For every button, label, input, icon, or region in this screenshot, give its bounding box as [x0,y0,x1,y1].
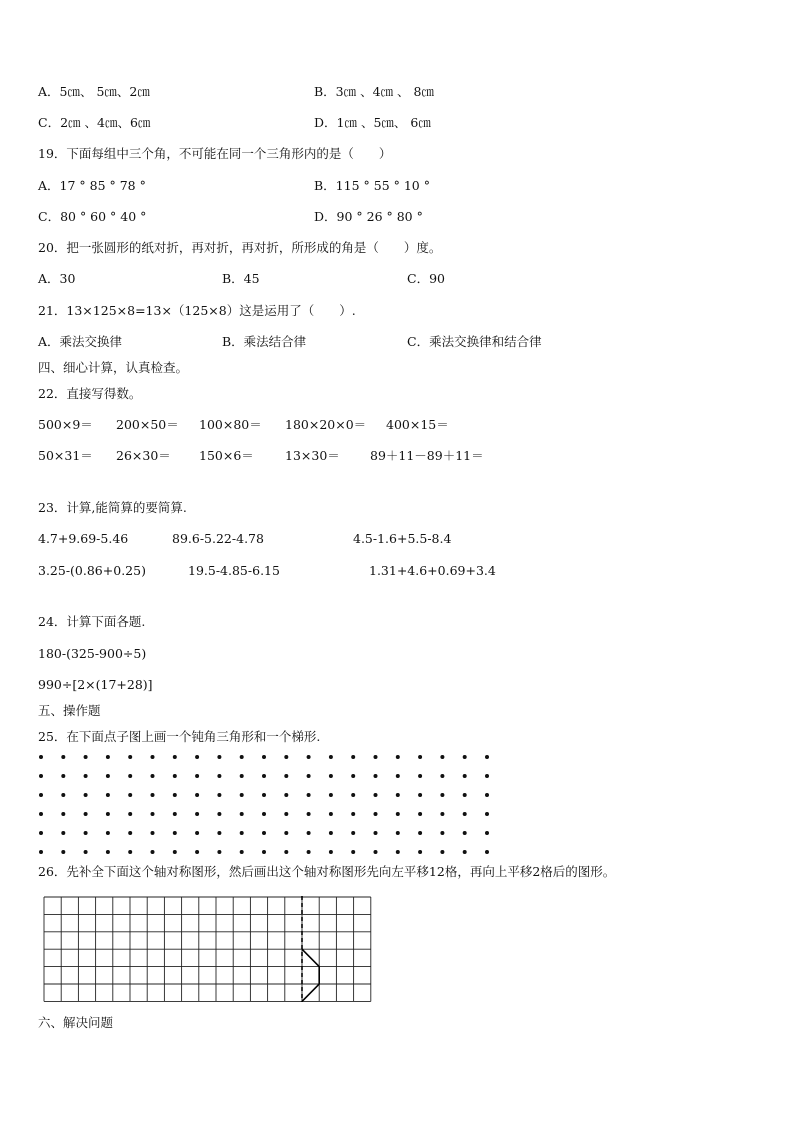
section-6-heading: 六、解决问题 [38,1015,114,1030]
grid-dot[interactable] [284,755,288,759]
grid-dot[interactable] [396,812,400,816]
q22-row2-item: 50×31＝ [38,448,93,463]
grid-dot[interactable] [463,793,467,797]
grid-dot[interactable] [151,755,155,759]
grid-dot[interactable] [284,812,288,816]
q19-option-c: C．80 ° 60 ° 40 ° [38,209,147,224]
grid-dot[interactable] [329,755,333,759]
grid-dot[interactable] [173,831,177,835]
grid-dot[interactable] [307,812,311,816]
grid-dot[interactable] [440,755,444,759]
grid-dot[interactable] [374,850,378,854]
q23-row1-item: 89.6-5.22-4.78 [172,531,264,546]
grid-dot[interactable] [440,812,444,816]
grid-dot[interactable] [262,774,266,778]
q23-row2-item: 19.5-4.85-6.15 [188,563,280,578]
q18-option-b: B．3㎝ 、4㎝ 、 8㎝ [314,84,434,99]
grid-dot[interactable] [151,774,155,778]
grid-dot[interactable] [106,850,110,854]
q23-stem: 23．计算,能简算的要简算. [38,500,187,515]
grid-dot[interactable] [39,793,43,797]
grid-dot[interactable] [151,831,155,835]
grid-dot[interactable] [485,831,489,835]
grid-dot[interactable] [61,831,65,835]
grid-dot[interactable] [307,793,311,797]
grid-dot[interactable] [485,755,489,759]
q21-option-c: C．乘法交换律和结合律 [407,334,542,349]
grid-dot[interactable] [351,793,355,797]
grid-dot[interactable] [173,793,177,797]
grid-dot[interactable] [173,850,177,854]
q21-option-b: B．乘法结合律 [222,334,307,349]
q23-row2-item: 1.31+4.6+0.69+3.4 [369,563,496,578]
grid-dot[interactable] [195,774,199,778]
section-4-heading: 四、细心计算，认真检查。 [38,360,189,375]
grid-dot[interactable] [329,831,333,835]
grid-dot[interactable] [217,774,221,778]
grid-dot[interactable] [84,850,88,854]
grid-dot[interactable] [440,850,444,854]
q23-row2-item: 3.25-(0.86+0.25) [38,563,146,578]
grid-dot[interactable] [463,850,467,854]
half-figure [302,949,319,1001]
grid-dot[interactable] [440,831,444,835]
grid-dot[interactable] [284,850,288,854]
grid-dot[interactable] [61,774,65,778]
grid-dot[interactable] [440,774,444,778]
q24-item: 180-(325-900÷5) [38,646,147,661]
grid-dot[interactable] [374,812,378,816]
grid-dot[interactable] [307,850,311,854]
grid-dot[interactable] [240,850,244,854]
grid-dot[interactable] [106,812,110,816]
q26-stem: 26．先补全下面这个轴对称图形，然后画出这个轴对称图形先向左平移12格，再向上平移2格后的图形。 [38,864,616,879]
grid-dot[interactable] [61,812,65,816]
q20-stem: 20．把一张圆形的纸对折，再对折，再对折，所形成的角是（ ）度。 [38,240,442,255]
grid-dot[interactable] [195,793,199,797]
grid-dot[interactable] [84,793,88,797]
grid-dot[interactable] [173,755,177,759]
grid-dot[interactable] [106,755,110,759]
q24-item: 990÷[2×(17+28)] [38,677,153,692]
q20-option-b: B．45 [222,271,260,286]
grid-dot[interactable] [84,831,88,835]
grid-dot[interactable] [262,755,266,759]
grid-dot[interactable] [374,793,378,797]
grid-dot[interactable] [240,774,244,778]
grid-dot[interactable] [463,831,467,835]
q21-option-a: A．乘法交换律 [38,334,123,349]
grid-dot[interactable] [240,831,244,835]
grid-dot[interactable] [485,812,489,816]
grid-dot[interactable] [418,850,422,854]
q22-row1-item: 500×9＝ [38,417,93,432]
grid-dot[interactable] [151,850,155,854]
grid-dot[interactable] [396,793,400,797]
grid-dot[interactable] [374,755,378,759]
grid-dot[interactable] [128,831,132,835]
grid-dot[interactable] [217,793,221,797]
grid-dot[interactable] [128,793,132,797]
grid-dot[interactable] [396,774,400,778]
grid-dot[interactable] [173,774,177,778]
grid-dot[interactable] [307,755,311,759]
q19-option-a: A．17 ° 85 ° 78 ° [38,178,146,193]
grid-dot[interactable] [329,812,333,816]
grid-dot[interactable] [240,812,244,816]
grid-dot[interactable] [39,831,43,835]
dot-grid[interactable] [38,750,498,858]
grid-dot[interactable] [106,831,110,835]
grid-dot[interactable] [307,831,311,835]
grid-dot[interactable] [128,850,132,854]
grid-dot[interactable] [262,812,266,816]
grid-dot[interactable] [307,774,311,778]
q19-option-b: B．115 ° 55 ° 10 ° [314,178,430,193]
grid-dot[interactable] [262,793,266,797]
grid-dot[interactable] [217,755,221,759]
q19-option-d: D．90 ° 26 ° 80 ° [314,209,423,224]
grid-dot[interactable] [61,793,65,797]
grid-dot[interactable] [329,850,333,854]
grid-dot[interactable] [128,755,132,759]
grid-dot[interactable] [396,850,400,854]
grid-dot[interactable] [351,850,355,854]
q22-row1-item: 180×20×0＝ [285,417,367,432]
grid-dot[interactable] [485,774,489,778]
grid-dot[interactable] [284,774,288,778]
grid-dot[interactable] [262,850,266,854]
grid-dot[interactable] [418,812,422,816]
q24-stem: 24．计算下面各题. [38,614,146,629]
grid-dot[interactable] [374,774,378,778]
grid-dot[interactable] [195,850,199,854]
grid-dot[interactable] [351,831,355,835]
grid-dot[interactable] [440,793,444,797]
grid-dot[interactable] [485,850,489,854]
grid-dot[interactable] [418,755,422,759]
grid-dot[interactable] [351,774,355,778]
q22-stem: 22．直接写得数。 [38,386,142,401]
grid-dot[interactable] [84,774,88,778]
q22-row2-item: 150×6＝ [199,448,254,463]
grid-dot[interactable] [351,812,355,816]
grid-dot[interactable] [39,774,43,778]
q22-row1-item: 200×50＝ [116,417,179,432]
q19-stem: 19．下面每组中三个角，不可能在同一个三角形内的是（ ） [38,146,392,161]
grid-dot[interactable] [151,812,155,816]
grid-dot[interactable] [418,793,422,797]
q18-option-d: D．1㎝ 、5㎝、 6㎝ [314,115,431,130]
grid-dot[interactable] [396,755,400,759]
grid-dot[interactable] [351,755,355,759]
section-5-heading: 五、操作题 [38,703,101,718]
grid-dot[interactable] [418,774,422,778]
grid-dot[interactable] [106,793,110,797]
q23-row1-item: 4.7+9.69-5.46 [38,531,129,546]
grid-dot[interactable] [418,831,422,835]
q21-stem: 21．13×125×8=13×（125×8）这是运用了（ ）. [38,303,356,318]
grid-dot[interactable] [240,793,244,797]
q22-row2-item: 13×30＝ [285,448,340,463]
grid-dot[interactable] [195,812,199,816]
q23-row1-item: 4.5-1.6+5.5-8.4 [353,531,452,546]
grid-dot[interactable] [195,755,199,759]
grid-dot[interactable] [151,793,155,797]
grid-dot[interactable] [463,755,467,759]
grid-dot[interactable] [61,755,65,759]
grid-dot[interactable] [262,831,266,835]
grid-dot[interactable] [128,774,132,778]
grid-dot[interactable] [195,831,199,835]
grid-dot[interactable] [240,755,244,759]
square-grid[interactable] [43,896,373,1002]
grid-dot[interactable] [284,793,288,797]
grid-dot[interactable] [39,812,43,816]
q18-option-a: A．5㎝、 5㎝、2㎝ [38,84,150,99]
grid-dot[interactable] [84,755,88,759]
q22-row1-item: 400×15＝ [386,417,449,432]
grid-dot[interactable] [84,812,88,816]
grid-dot[interactable] [106,774,110,778]
grid-dot[interactable] [217,812,221,816]
grid-dot[interactable] [463,774,467,778]
grid-dot[interactable] [217,831,221,835]
q18-option-c: C．2㎝ 、4㎝、6㎝ [38,115,151,130]
q22-row2-item: 26×30＝ [116,448,171,463]
q22-row2-item: 89＋11－89＋11＝ [370,448,484,463]
grid-dot[interactable] [173,812,177,816]
grid-dot[interactable] [374,831,378,835]
grid-dot[interactable] [39,850,43,854]
grid-dot[interactable] [396,831,400,835]
grid-dot[interactable] [39,755,43,759]
grid-dot[interactable] [128,812,132,816]
grid-dot[interactable] [463,812,467,816]
q20-option-c: C．90 [407,271,445,286]
grid-dot[interactable] [329,793,333,797]
grid-dot[interactable] [329,774,333,778]
q22-row1-item: 100×80＝ [199,417,262,432]
grid-dot[interactable] [284,831,288,835]
grid-dot[interactable] [217,850,221,854]
grid-dot[interactable] [485,793,489,797]
q25-stem: 25．在下面点子图上画一个钝角三角形和一个梯形. [38,729,321,744]
grid-dot[interactable] [61,850,65,854]
q20-option-a: A．30 [38,271,76,286]
